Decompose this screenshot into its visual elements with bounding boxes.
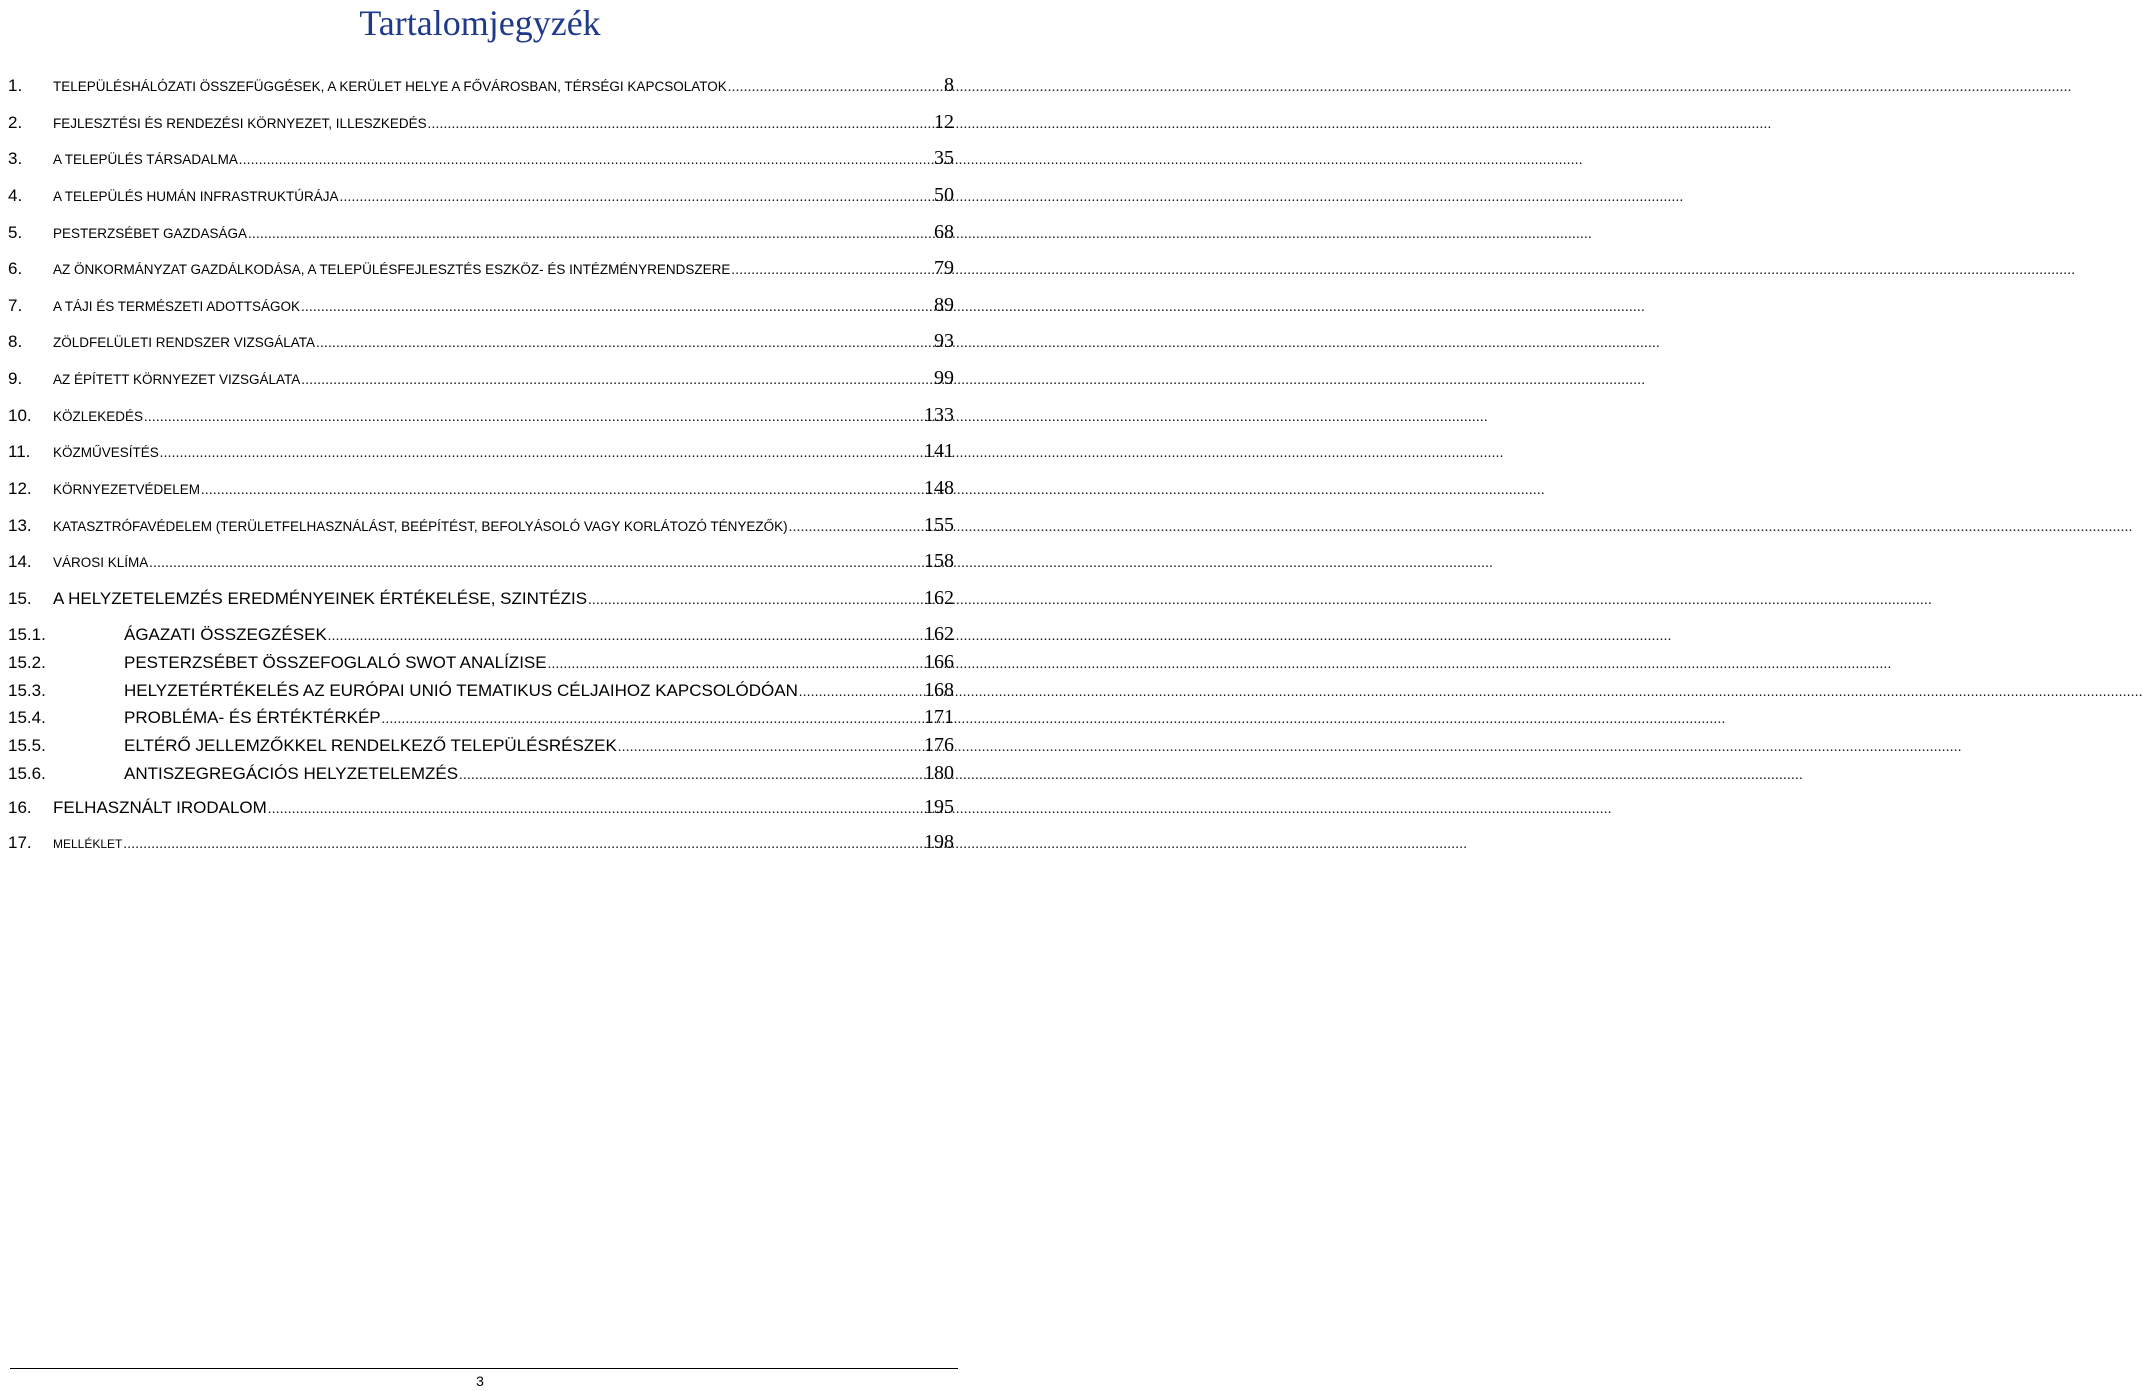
toc-entry[interactable] (8, 440, 954, 466)
page-number: 3 (476, 1373, 484, 1389)
toc-entry-page: 155 (924, 514, 954, 536)
toc-entry-number: 15. (8, 589, 32, 608)
footer-divider (10, 1368, 958, 1369)
toc-entry[interactable] (8, 762, 954, 788)
toc-entry-number: 4. (8, 186, 23, 205)
toc-entry-number: 15.2. (8, 653, 46, 672)
toc-leader-dots (301, 373, 933, 389)
toc-leader-dots (728, 80, 943, 96)
toc-entry[interactable] (8, 734, 954, 760)
toc-entry-number: 7. (8, 296, 23, 315)
toc-leader-dots (428, 117, 933, 133)
toc-entry-page: 8 (944, 74, 954, 96)
toc-entry-label: KATASZTRÓFAVÉDELEM (TERÜLETFELHASZNÁLÁST, BEÉPÍTÉST, BEFOLYÁSOLÓ VAGY KORLÁTOZÓ TÉNYEZŐK) (53, 519, 788, 534)
toc-entry-page: 158 (924, 550, 954, 572)
toc-entry[interactable] (8, 651, 954, 677)
toc-entry-label: ELTÉRŐ JELLEMZŐKKEL RENDELKEZŐ TELEPÜLÉSRÉSZEK (124, 736, 617, 755)
toc-entry-label: AZ ÖNKORMÁNYZAT GAZDÁLKODÁSA, A TELEPÜLÉSFEJLESZTÉS ESZKÖZ- ÉS INTÉZMÉNYRENDSZERE (53, 262, 731, 277)
toc-leader-dots (328, 629, 923, 645)
toc-entry[interactable] (8, 147, 954, 173)
toc-entry-label: VÁROSI KLÍMA (53, 555, 149, 570)
toc-entry-number: 1. (8, 76, 23, 95)
toc-entry-number: 6. (8, 259, 23, 278)
toc-entry-number: 8. (8, 332, 23, 351)
toc-leader-dots (201, 483, 923, 499)
toc-entry-label: PROBLÉMA- ÉS ÉRTÉKTÉRKÉP (124, 708, 381, 727)
toc-entry-label: HELYZETÉRTÉKELÉS AZ EURÓPAI UNIÓ TEMATIKUS CÉLJAIHOZ KAPCSOLÓDÓAN (124, 681, 798, 700)
toc-entry-number: 17. (8, 833, 32, 852)
toc-entry[interactable] (8, 550, 954, 576)
toc-entry-label: ÁGAZATI ÖSSZEGZÉSEK (124, 625, 327, 644)
toc-leader-dots (548, 657, 923, 673)
toc-entry-page: 162 (924, 587, 954, 609)
toc-entry[interactable] (8, 74, 954, 100)
toc-entry-label: ANTISZEGREGÁCIÓS HELYZETELEMZÉS (124, 764, 459, 783)
toc-entry[interactable] (8, 623, 954, 649)
toc-entry-label: MELLÉKLET (53, 837, 123, 851)
toc-entry-label: FEJLESZTÉSI ÉS RENDEZÉSI KÖRNYEZET, ILLESZKEDÉS (53, 116, 427, 131)
toc-leader-dots (123, 837, 923, 853)
toc-entry-label: KÖRNYEZETVÉDELEM (53, 482, 201, 497)
toc-entry-label: A TELEPÜLÉS HUMÁN INFRASTRUKTÚRÁJA (53, 189, 339, 204)
toc-leader-dots (149, 556, 923, 572)
toc-entry-number: 11. (8, 442, 31, 461)
toc-leader-dots (382, 712, 923, 728)
toc-entry-label: KÖZLEKEDÉS (53, 409, 144, 424)
toc-entry-page: 198 (924, 831, 954, 853)
toc-entry-page: 171 (924, 706, 954, 728)
toc-entry-number: 15.4. (8, 708, 46, 727)
toc-entry-page: 99 (934, 367, 954, 389)
toc-entry[interactable] (8, 111, 954, 137)
toc-entry[interactable] (8, 294, 954, 320)
toc-entry-number: 10. (8, 406, 32, 425)
toc-entry-number: 15.1. (8, 625, 46, 644)
toc-leader-dots (268, 802, 923, 818)
toc-entry-page: 176 (924, 734, 954, 756)
toc-entry[interactable] (8, 184, 954, 210)
toc-entry-number: 13. (8, 516, 32, 535)
toc-entry-page: 12 (934, 111, 954, 133)
toc-leader-dots (316, 336, 933, 352)
toc-entry-label: PESTERZSÉBET GAZDASÁGA (53, 226, 248, 241)
toc-leader-dots (789, 520, 923, 536)
toc-entry-label: TELEPÜLÉSHÁLÓZATI ÖSSZEFÜGGÉSEK, A KERÜLET HELYE A FŐVÁROSBAN, TÉRSÉGI KAPCSOLATOK (53, 79, 727, 94)
toc-entry[interactable] (8, 587, 954, 613)
toc-entry-number: 3. (8, 149, 23, 168)
toc-leader-dots (301, 300, 933, 316)
toc-entry[interactable] (8, 404, 954, 430)
toc-entry-number: 12. (8, 479, 32, 498)
toc-entry[interactable] (8, 706, 954, 732)
page-title: Tartalomjegyzék (359, 3, 601, 43)
toc-entry[interactable] (8, 514, 954, 540)
toc-entry-page: 35 (934, 147, 954, 169)
toc-leader-dots (248, 227, 933, 243)
toc-entry-number: 9. (8, 369, 23, 388)
toc-entry[interactable] (8, 796, 954, 822)
toc-leader-dots (618, 740, 923, 756)
toc-entry-page: 50 (934, 184, 954, 206)
toc-entry[interactable] (8, 257, 954, 283)
toc-entry-number: 15.5. (8, 736, 46, 755)
toc-entry-number: 5. (8, 223, 23, 242)
toc-entry-label: PESTERZSÉBET ÖSSZEFOGLALÓ SWOT ANALÍZISE (124, 653, 547, 672)
toc-entry-page: 141 (924, 440, 954, 462)
toc-entry-label: A TÁJI ÉS TERMÉSZETI ADOTTSÁGOK (53, 299, 301, 314)
toc-leader-dots (459, 768, 923, 784)
toc-entry-label: A TELEPÜLÉS TÁRSADALMA (53, 152, 238, 167)
toc-entry-page: 79 (934, 257, 954, 279)
toc-entry-page: 133 (924, 404, 954, 426)
toc-entry-number: 14. (8, 552, 32, 571)
toc-entry-label: FELHASZNÁLT IRODALOM (53, 798, 267, 817)
toc-entry[interactable] (8, 679, 954, 705)
toc-entry-page: 166 (924, 651, 954, 673)
toc-leader-dots (160, 446, 923, 462)
toc-entry-label: KÖZMŰVESÍTÉS (53, 445, 159, 460)
toc-entry-label: ZÖLDFELÜLETI RENDSZER VIZSGÁLATA (53, 335, 316, 350)
toc-leader-dots (340, 190, 933, 206)
toc-entry[interactable] (8, 330, 954, 356)
toc-entry-page: 89 (934, 294, 954, 316)
toc-entry-number: 15.6. (8, 764, 46, 783)
toc-entry-label: A HELYZETELEMZÉS EREDMÉNYEINEK ÉRTÉKELÉSE, SZINTÉZIS (53, 589, 588, 608)
toc-entry-label: AZ ÉPÍTETT KÖRNYEZET VIZSGÁLATA (53, 372, 301, 387)
toc-entry-number: 2. (8, 113, 23, 132)
toc-entry[interactable] (8, 831, 954, 857)
toc-entry-page: 93 (934, 330, 954, 352)
toc-leader-dots (239, 153, 933, 169)
toc-entry-page: 168 (924, 679, 954, 701)
toc-entry-page: 68 (934, 221, 954, 243)
toc-entry-number: 15.3. (8, 681, 46, 700)
toc-entry[interactable] (8, 477, 954, 503)
toc-leader-dots (799, 685, 923, 701)
toc-leader-dots (144, 410, 923, 426)
toc-leader-dots (588, 593, 923, 609)
toc-entry-page: 195 (924, 796, 954, 818)
toc-entry[interactable] (8, 221, 954, 247)
toc-leader-dots (731, 263, 933, 279)
toc-entry-page: 162 (924, 623, 954, 645)
toc-entry-page: 148 (924, 477, 954, 499)
toc-entry-page: 180 (924, 762, 954, 784)
toc-entry-number: 16. (8, 798, 32, 817)
toc-entry[interactable] (8, 367, 954, 393)
